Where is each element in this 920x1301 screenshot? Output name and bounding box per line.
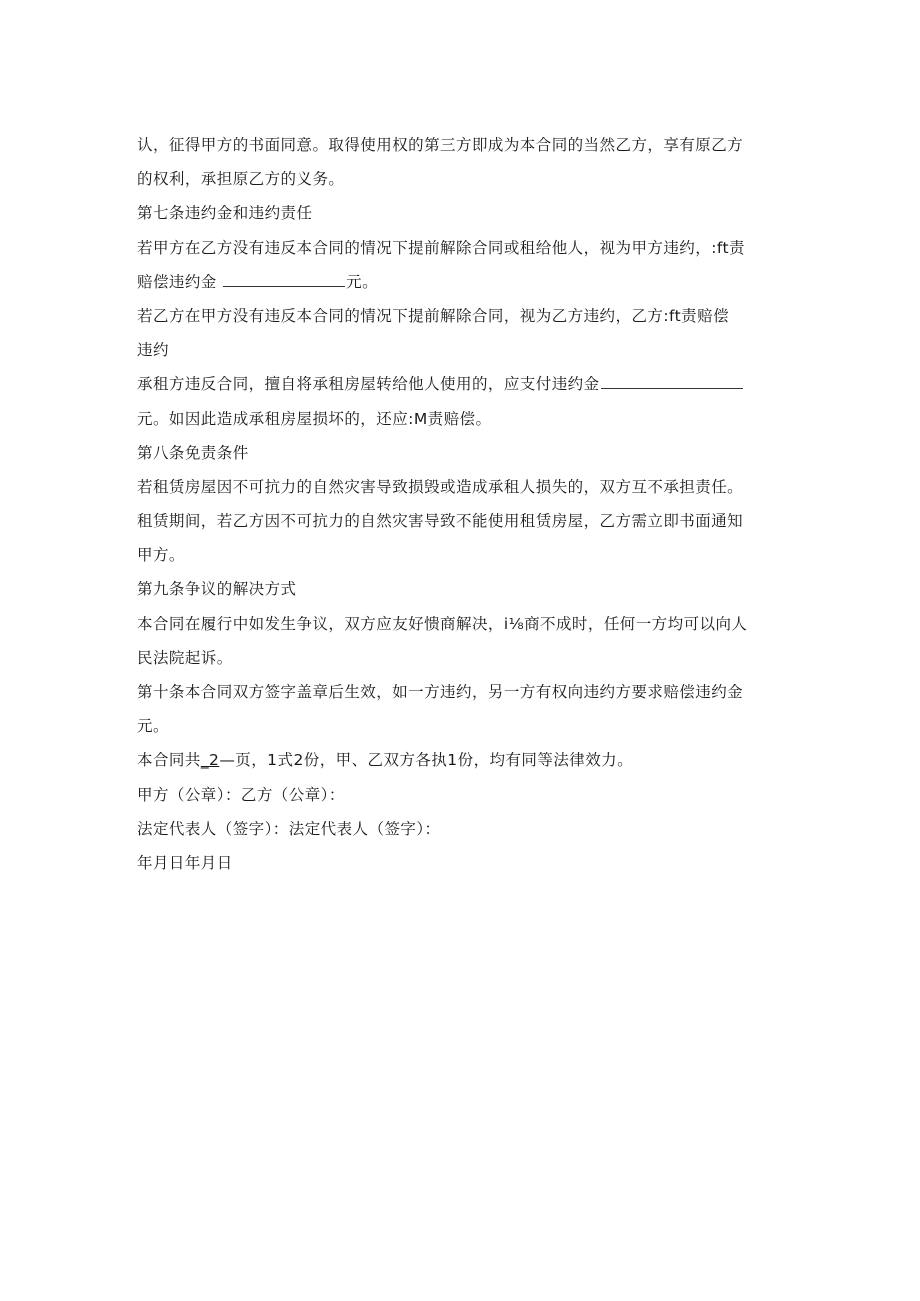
paragraph-line (137, 743, 797, 777)
paragraph-line: 若乙方在甲方没有违反本合同的情况下提前解除合同，视为乙方违约，乙方:ft责赔偿 (137, 306, 730, 325)
paragraph-line: 元。 (137, 717, 169, 736)
signature-representative-line: 法定代表人（签字）：法定代表人（签字）： (137, 819, 441, 838)
text-segment: 赔偿违约金 (137, 272, 217, 291)
paragraph-line: 认，征得甲方的书面同意。取得使用权的第三方即成为本合同的当然乙方，享有原乙方 (137, 136, 744, 154)
paragraph-line: 本合同在履行中如发生争议，双方应友好愦商解决，i⅛商不成时，任何一方均可以向人 (137, 614, 748, 633)
contract-body (137, 128, 797, 880)
text-segment: 本合同共 (137, 751, 201, 770)
paragraph-line: 违约 (137, 341, 169, 360)
section-heading-article-7: 第七条违约金和违约责任 (137, 204, 313, 223)
text-segment: 元。 (346, 272, 379, 291)
section-heading-article-10: 第十条本合同双方签字盖章后生效，如一方违约，另一方有权向违约方要求赔偿违约金 (137, 683, 744, 701)
paragraph-line (137, 367, 797, 401)
paragraph-line: 民法院起诉。 (137, 648, 233, 667)
paragraph-line: 若租赁房屋因不可抗力的自然灾害导致损毁或造成承租人损失的，双方互不承担责任。 (137, 477, 744, 496)
paragraph-line: 若甲方在乙方没有违反本合同的情况下提前解除合同或租给他人，视为甲方违约，:ft责 (137, 238, 745, 257)
paragraph-line: 甲方。 (137, 546, 185, 565)
fill-in-blank (601, 374, 743, 389)
paragraph-line (137, 265, 797, 299)
signature-seal-line: 甲方（公章）：乙方（公章）： (137, 785, 345, 804)
fill-in-blank (223, 272, 345, 287)
section-heading-article-8: 第八条免责条件 (137, 443, 249, 462)
page-count-value: _2 (200, 751, 220, 770)
paragraph-line: 元。如因此造成承租房屋损坏的，还应:M责赔偿。 (137, 409, 492, 428)
text-segment: —页，1式2份，甲、乙双方各执1份，均有同等法律效力。 (219, 751, 634, 770)
paragraph-line: 租赁期间，若乙方因不可抗力的自然灾害导致不能使用租赁房屋，乙方需立即书面通知 (137, 512, 744, 531)
signature-date-line: 年月日年月日 (137, 853, 233, 872)
paragraph-line: 的权利，承担原乙方的义务。 (137, 170, 345, 189)
section-heading-article-9: 第九条争议的解决方式 (137, 580, 297, 599)
text-segment: 承租方违反合同，擅自将承租房屋转给他人使用的，应支付违约金 (137, 375, 600, 394)
